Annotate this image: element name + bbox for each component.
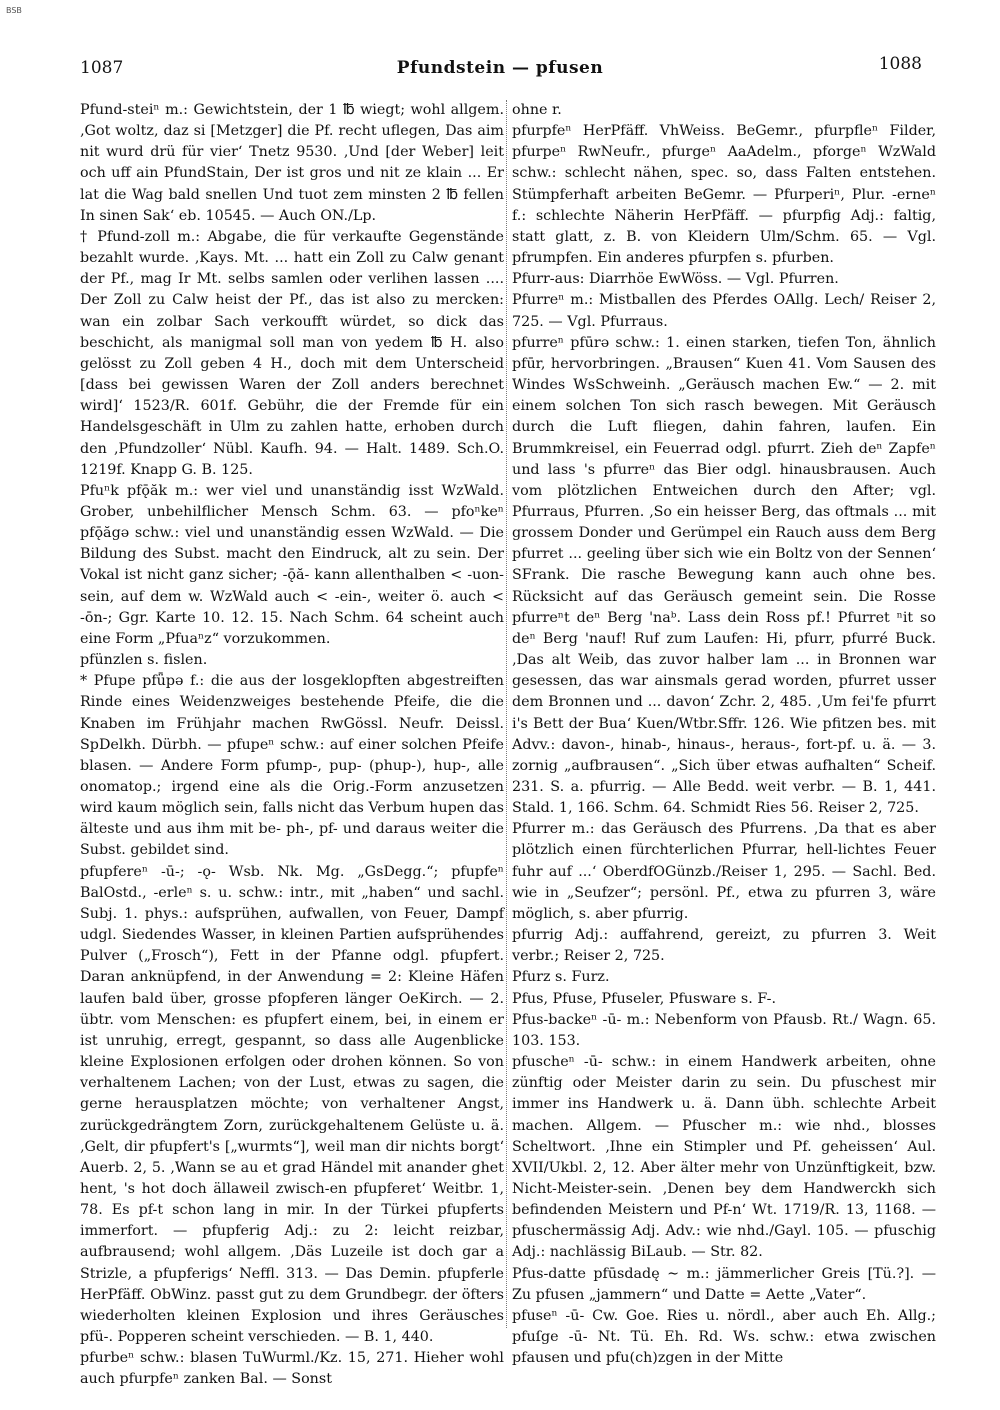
page-number-left: 1087: [80, 58, 124, 78]
page-number-right: 1088: [878, 54, 922, 74]
entry-pfurren-noun: Pfurreⁿ m.: Mistballen des Pferdes OAllg. Lech/ Reiser 2, 725. — Vgl. Pfurraus.: [512, 292, 936, 330]
column-left: [80, 100, 504, 1388]
entry-pfurben: pfurbeⁿ schw.: blasen TuWurml./Kz. 15, 271. Hieher wohl auch pfurpfeⁿ zanken Bal. — Sonst: [80, 1350, 504, 1388]
entry-pfupe: * Pfupe pfǖpə f.: die aus der losgeklopften abgestreiften Rinde eines Weidenzweiges bestehende Pfeife, die die Knaben im Frühjahr machen RwGössl. Neufr. Deissl. SpDelkh. Dürbh. — pfupeⁿ schw.: auf einer solchen Pfeife blasen. — Andere Form pfump-, pup- (phup-), hup-, alle onomatop.; irgend eine als die Orig.-Form anzusetzen wird kaum möglich sein, falls nicht das Verbum hupen das älteste und aus ihm mit be- ph-, pf- und daraus weiter die Subst. gebildet sind.: [80, 673, 504, 859]
entry-pfundstein: Pfund-steiⁿ m.: Gewichtstein, der 1 ℔ wiegt; wohl allgem. ‚Got woltz, daz si [Metzger] die Pf. recht uflegen, Das aim nit wurd drü für vier‘ Tnetz 9530. ‚Und [der Weber] leit och uff ain PfundStain, Der ist gros und nit ze klain ... Er lat die Wag bald snellen Und tuot zem minsten 2 ℔ fellen In sinen Sak‘ eb. 10545. — Auch ON./Lp.: [80, 102, 504, 224]
entry-pfurrer: Pfurrer m.: das Geräusch des Pfurrens. ‚Da that es aber plötzlich einen fürchterlichen Pfurrar, hell-lichtes Feuer fuhr auf ...‘ OberdfOGünzb./Reiser 1, 295. — Sachl. Bed. wie in „Seufzer“; persönl. Pf., etwa zu pfurren 3, wäre möglich, s. aber pfurrig.: [512, 821, 936, 922]
entry-pfurpfen: pfurpfeⁿ HerPfäff. VhWeiss. BeGemr., pfurpfleⁿ Filder, pfurpeⁿ RwNeufr., pfurgeⁿ AaAdelm., pforgeⁿ WzWald schw.: schlecht nähen, spec. so, dass Falten entstehen. Stümpferhaft arbeiten BeGemr. — Pfurperiⁿ, Plur. -erneⁿ f.: schlechte Näherin HerPfäff. — pfurpfig Adj.: faltig, statt glatt, z. B. von Kleidern Ulm/Schm. 65. — Vgl. pfrumpfen. Ein anderes pfurpfen s. pfurben.: [512, 123, 936, 267]
column-right: [512, 100, 936, 1367]
entry-pfurraus: Pfurr-aus: Diarrhöe EwWöss. — Vgl. Pfurren.: [512, 271, 839, 288]
entry-pfurrig: pfurrig Adj.: auffahrend, gereizt, zu pfurren 3. Weit verbr.; Reiser 2, 725.: [512, 927, 936, 965]
entry-pfusbacken: Pfus-backeⁿ -ū- m.: Nebenform von Pfausb. Rt./ Wagn. 65. 103. 153.: [512, 1011, 936, 1049]
entry-pfurz: Pfurz s. Furz.: [512, 969, 610, 986]
library-stamp: BSB: [6, 6, 22, 15]
entry-pfunk: Pfuⁿk pfǭăk m.: wer viel und unanständig isst WzWald. Grober, unbehilflicher Mensch Schm. 63. — pfoⁿkeⁿ pfǭăgə schw.: viel und unanständig essen WzWald. — Die Bildung des Subst. macht den Eindruck, alt zu sein. Der Vokal ist nicht ganz sicher; -ǭă- kann allenthalben < -uon- sein, auf dem w. WzWald auch < -ein-, weiter ö. auch < -ōn-; Ggr. Karte 10. 12. 15. Nach Schm. 64 scheint auch eine Form „Pfuaⁿz“ vorzukommen.: [80, 482, 504, 647]
entry-pfuschen: pfuscheⁿ -ū- schw.: in einem Handwerk arbeiten, ohne zünftig oder Meister darin zu sein. Du pfuschest mir immer ins Handwerk u. ä. Dann übh. schlechte Arbeit machen. Allgem. — Pfuscher m.: wie nhd., blosses Scheltwort. ‚Ihne ein Stimpler und Pf. geheissen‘ Aul. XVII/Ukbl. 2, 12. Aber älter mehr von Unzünftigkeit, bzw. Nicht-Meister-sein. ‚Denen bey dem Handwerckh sich befindenden Meistern und Pf-n‘ Wt. 1719/R. 13, 1168. — pfuschermässig Adj. Adv.: wie nhd./Gayl. 105. — pfuschig Adj.: nachlässig BiLaub. — Str. 82.: [512, 1054, 936, 1261]
column-divider: [506, 100, 507, 1328]
entry-pfurren-verb: pfurreⁿ pfūrə schw.: 1. einen starken, tiefen Ton, ähnlich pfūr, hervorbringen. „Brausen“ Kuen 41. Vom Sausen des Windes WsSchweinh. „Geräusch machen Ew.“ — 2. mit einem solchen Ton sich rasch bewegen. Mit Geräusch durch die Luft fliegen, dahin fahren, laufen. Ein Brummkreisel, ein Feuerrad odgl. pfurrt. Zieh deⁿ Zapfeⁿ und lass 's pfurreⁿ das Bier odgl. hinausbrausen. Auch vom plötzlichen Entweichen durch den After; vgl. Pfurraus, Pfurren. ‚So ein heisser Berg, das oftmals ... mit grossem Donder und Gerümpel ein Rauch auss dem Berg pfurret ... geeling über sich wie ein Boltz von der Sennen‘ SFrank. Die rasche Bewegung kann auch ohne bes. Rücksicht auf das Geräusch gemeint sein. Die Rosse pfurreⁿt deⁿ Berg 'naᵇ. Lass dein Ross pf.! Pfurret ⁿit so deⁿ Berg 'nauf! Ruf zum Laufen: Hi, pfurr, pfurré Buck. ‚Das alt Weib, das zuvor halber lam ... in Bronnen war gesessen, das war ainsmals gerad worden, pfurret usser dem Bronnen und ... davon‘ Zchr. 2, 485. ‚Um fei'fe pfurrt i's Bett der Bua‘ Kuen/Wtbr.Sffr. 126. Wie pfitzen bes. mit Advv.: davon-, hinab-, hinaus-, heraus-, fort-pf. u. ä. — 3. zornig „aufbrausen“. „Sich über etwas aufhalten“ Scheif. 231. S. a. pfurrig. — Alle Bedd. weit verbr. — B. 1, 441. Stald. 1, 166. Schm. 64. Schmidt Ries 56. Reiser 2, 725.: [512, 334, 936, 817]
running-title: Pfundstein — pfusen: [396, 58, 604, 78]
entry-pfusen: pfuseⁿ -ū- Cw. Goe. Ries u. nördl., aber auch Eh. Allg.; pfuſge -ū- Nt. Tü. Eh. Rd. Ws. schw.: etwa zwischen pfausen und pfu(ch)zgen in der Mitte: [512, 1307, 936, 1367]
entry-pfundzoll: † Pfund-zoll m.: Abgabe, die für verkaufte Gegenstände bezahlt wurde. ‚Kays. Mt. ... hatt ein Zoll zu Calw genant der Pf., mag Ir Mt. selbs samlen oder verlihen lassen .... Der Zoll zu Calw heist der Pf., das ist also zu mercken: wan ein zolbar Sach verkoufft würdet, so dick das beschicht, als manigmal soll man von yedem ℔ H. also gelösst zu Zoll geben 4 H., doch mit dem Unterscheid [dass bei gewissen Waren der Zoll anders berechnet wird]‘ 1523/R. 601f. Gebühr, die der Fremde für ein Handelsgeschäft in Ulm zu zahlen hatte, erhoben durch den ‚Pfundzoller‘ Nübl. Kaufh. 94. — Halt. 1489. Sch.O. 1219f. Knapp G. B. 125.: [80, 228, 504, 478]
entry-pfupferen: pfupfereⁿ -ū-; -ǫ- Wsb. Nk. Mg. „GsDegg.“; pfupfeⁿ BalOstd., -erleⁿ s. u. schw.: intr., mit „haben“ und sachl. Subj. 1. phys.: aufsprühen, aufwallen, von Feuer, Dampf udgl. Siedendes Wasser, in kleinen Partien aufsprühendes Pulver („Frosch“), Fett in der Pfanne odgl. pfupfert. Daran anknüpfend, in der Anwendung = 2: Kleine Häfen laufen bald über, grosse pfopferen länger OeKirch. — 2. übtr. vom Menschen: es pfupfert einem, bei, in einem er ist unruhig, erregt, gespannt, so dass alle Augenblicke kleine Explosionen erfolgen oder drohen können. So von verhaltenem Lachen; von der Lust, etwas zu sagen, die gerne herausplatzen möchte; von verhaltener Angst, zurückgedrängtem Zorn, zurückgehaltenem Gelüste u. ä. ‚Gelt, dir pfupfert's [„wurmts“], weil man dir nichts borgt‘ Auerb. 2, 5. ‚Wann se au et grad Händel mit anander ghet hent, 's hot doch ällaweil zwisch-en pfupferet‘ Weitbr. 1, 78. Es pf-t schon lang in mir. In der Türkei pfupferts immerfort. — pfupferig Adj.: zu 2: leicht reizbar, aufbrausend; wohl allgem. ‚Däs Luzeile ist doch gar a Strizle, a pfupferigs‘ Neffl. 313. — Das Demin. pfupferle HerPfäff. ObWinz. passt gut zu dem Grundbegr. der öfters wiederholten kleinen Explosion und ihres Geräusches pfü-. Popperen scheint verschieden. — B. 1, 440.: [80, 863, 504, 1346]
entry-pfusdatte: Pfus-datte pfūsdadę ∼ m.: jämmerlicher Greis [Tü.?]. — Zu pfusen „jammern“ und Datte = Aette „Vater“.: [512, 1265, 936, 1303]
entry-pfus: Pfus, Pfuse, Pfuseler, Pfusware s. F-.: [512, 990, 776, 1007]
entry-pfuenzlen: pfünzlen s. fislen.: [80, 652, 208, 669]
entry-continuation: ohne r.: [512, 102, 562, 118]
